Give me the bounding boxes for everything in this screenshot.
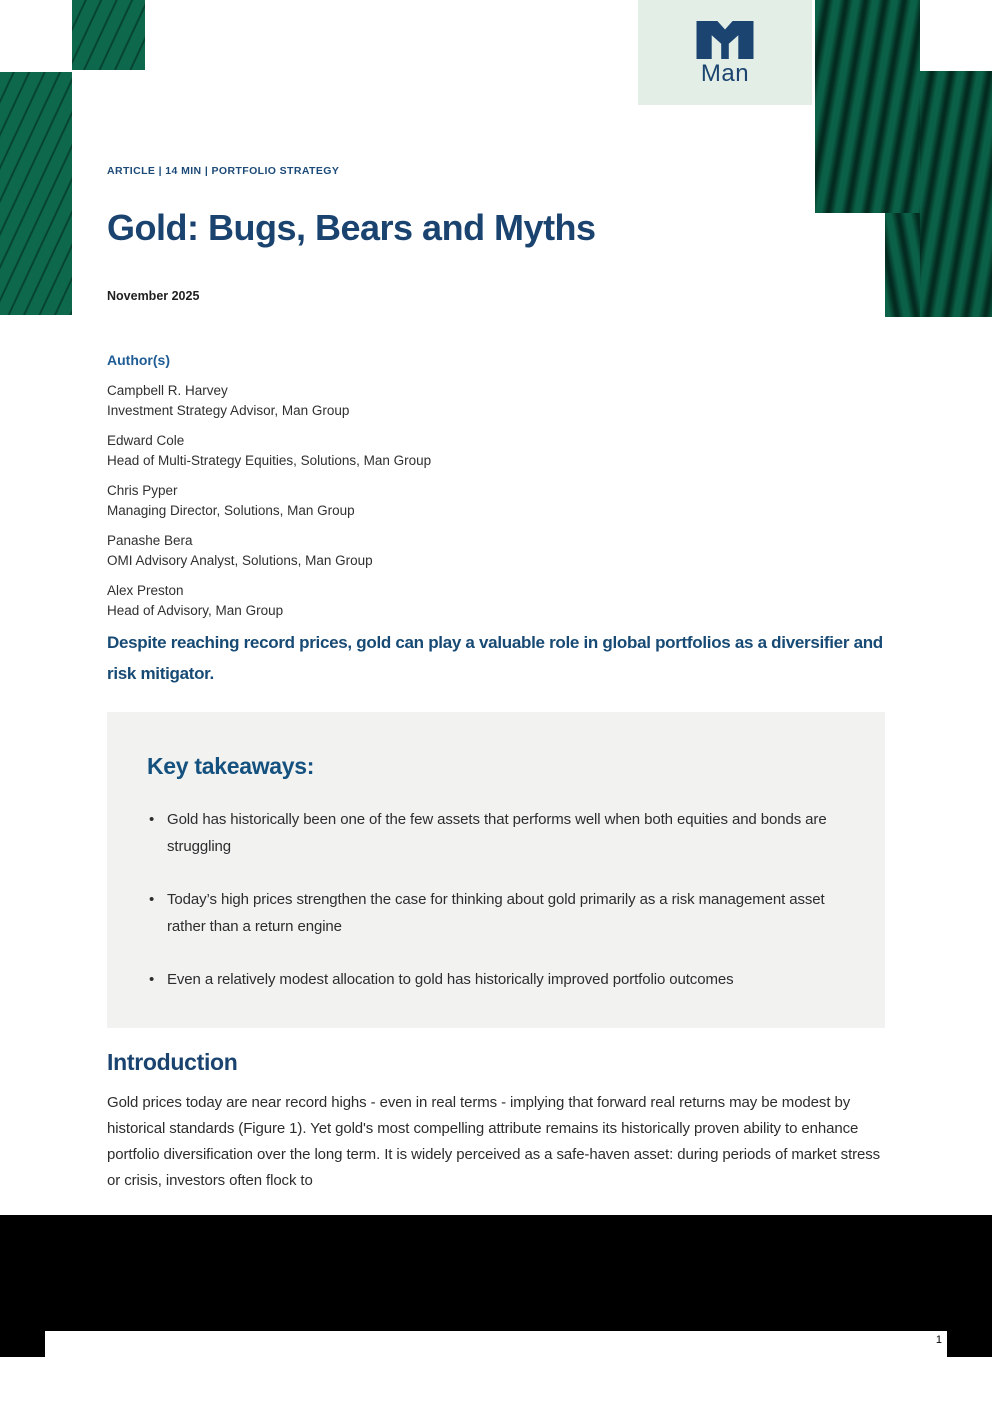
footer-black-stub-left: [0, 1331, 45, 1357]
decor-pattern-right-lower: [885, 213, 920, 317]
page-number: 1: [935, 1334, 942, 1346]
author-name: Alex Preston: [107, 583, 184, 598]
author-entry: [107, 531, 431, 571]
author-entry: [107, 381, 431, 421]
author-role: Managing Director, Solutions, Man Group: [107, 503, 355, 518]
introduction-paragraph: Gold prices today are near record highs - even in real terms - implying that forward real returns may be modest by historical standards (Figure 1). Yet gold's most compelling attribute remains its historically proven ability to enhance portfolio diversification over the long term. It is widely perceived as a safe-haven asset: during periods of market stress or crisis, investors often flock to: [107, 1094, 881, 1189]
publication-date: November 2025: [107, 289, 200, 303]
decor-pattern-right-column: [920, 71, 992, 317]
decor-pattern-right-upper: [815, 0, 920, 213]
key-takeaway-item: • Gold has historically been one of the few assets that performs well when both equities and bonds are struggling: [147, 806, 845, 860]
key-takeaways-heading: Key takeaways:: [147, 753, 315, 779]
page-title: Gold: Bugs, Bears and Myths: [107, 207, 596, 248]
standfirst: Despite reaching record prices, gold can play a valuable role in global portfolios as a diversifier and risk mitigator.: [107, 633, 883, 683]
key-takeaway-item: • Today’s high prices strengthen the case for thinking about gold primarily as a risk management asset rather than a return engine: [147, 886, 845, 940]
author-name: Campbell R. Harvey: [107, 383, 228, 398]
man-logo-m-icon: [696, 21, 754, 59]
author-role: Head of Advisory, Man Group: [107, 603, 284, 618]
author-name: Panashe Bera: [107, 533, 193, 548]
key-takeaways-box: [107, 712, 885, 1028]
man-logo-box: [638, 0, 812, 105]
author-role: Investment Strategy Advisor, Man Group: [107, 403, 350, 418]
key-takeaways-list: [147, 806, 845, 993]
author-entry: [107, 431, 431, 471]
authors-label: Author(s): [107, 352, 170, 368]
man-logo-wordmark: Man: [700, 60, 750, 87]
article-eyebrow: ARTICLE | 14 MIN | PORTFOLIO STRATEGY: [107, 165, 340, 177]
author-entry: [107, 581, 431, 621]
author-entry: [107, 481, 431, 521]
decor-pattern-top-left-square: [72, 0, 145, 70]
author-role: OMI Advisory Analyst, Solutions, Man Group: [107, 553, 373, 568]
key-takeaway-item: • Even a relatively modest allocation to gold has historically improved portfolio outcomes: [147, 966, 845, 993]
footer-black-band: [0, 1215, 992, 1331]
authors-section: [107, 352, 431, 631]
author-name: Chris Pyper: [107, 483, 178, 498]
author-role: Head of Multi-Strategy Equities, Solutions, Man Group: [107, 453, 432, 468]
author-name: Edward Cole: [107, 433, 185, 448]
footer-black-stub-right: [947, 1331, 992, 1357]
decor-pattern-left-rect: [0, 72, 72, 315]
introduction-heading: Introduction: [107, 1049, 238, 1075]
